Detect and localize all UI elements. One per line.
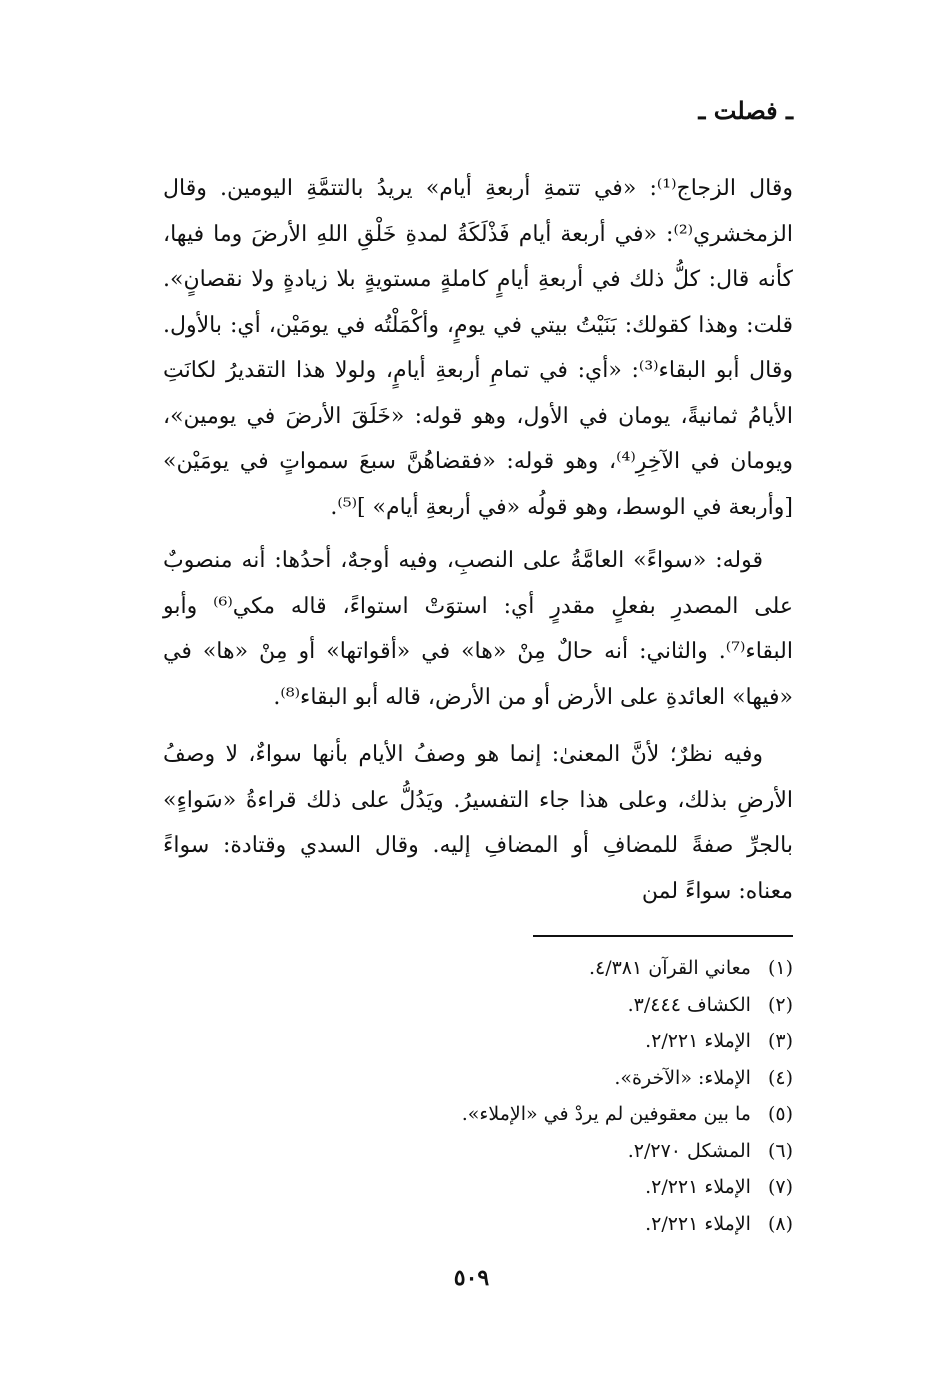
footnote-number: (٥) xyxy=(767,1103,793,1125)
footnote-text: الإملاء ٢/٢٢١. xyxy=(645,1212,751,1235)
footnote-number: (٧) xyxy=(767,1176,793,1198)
footnote-item xyxy=(393,1206,793,1243)
running-title: ـ فصلت ـ xyxy=(698,96,793,125)
footnote-item xyxy=(393,1133,793,1170)
footnote-text: الكشاف ٣/٤٤٤. xyxy=(627,993,751,1016)
footnote-text: الإملاء ٢/٢٢١. xyxy=(645,1030,751,1052)
footnote-item xyxy=(393,987,793,1024)
footnote-item xyxy=(393,950,793,987)
paragraph-1: وقال الزجاج⁽¹⁾: «في تتمةِ أربعةِ أيام» يريدُ بالتتمَّةِ اليومين. وقال الزمخشري⁽²⁾: «في أربعة أيام فَذْلَكَةُ لمدةِ خَلْقِ اللهِ الأرضَ وما فيها، كأنه قال: كلُّ ذلك في أربعةِ أيامٍ كاملةٍ مستويةٍ بلا زيادةٍ ولا نقصانٍ». قلت: وهذا كقولك: بَنَيْتُ بيتي في يومٍ، وأكْمَلْتُه في يومَيْن، أي: بالأول. وقال أبو البقاء⁽³⁾: «أي: في تمامِ أربعةِ أيامٍ، ولولا هذا التقديرُ لكانَتِ الأيامُ ثمانيةً، يومان في الأول، وهو قوله: «خَلَقَ الأرضَ في يومين»، ويومان في الآخِرِ⁽⁴⁾، وهو قوله: «فقضاهُنَّ سبعَ سمواتٍ في يومَيْن» [وأربعة في الوسط، وهو قولُه «في أربعةِ أيام» ]⁽⁵⁾. xyxy=(163,176,794,520)
footnote-text: ما بين معقوفين لم يردْ في «الإملاء». xyxy=(461,1103,751,1125)
footnote-item xyxy=(393,1096,793,1133)
page-number: ٥٠٩ xyxy=(453,1265,490,1291)
paragraph-3: وفيه نظرٌ؛ لأنَّ المعنىٰ: إنما هو وصفُ الأيام بأنها سواءٌ، لا وصفُ الأرضِ بذلك، وعلى هذا جاء التفسيرُ. ويَدُلُّ على ذلك قراءةُ «سَواءٍ» بالجرِّ صفةً للمضافِ أو المضافِ إليه. وقال السدي وقتادة: سواءً معناه: سواءً لمن xyxy=(163,742,793,904)
footnote-text: المشكل ٢/٢٧٠. xyxy=(627,1139,751,1162)
footnote-text: الإملاء: «الآخرة». xyxy=(614,1066,751,1089)
footnote-item xyxy=(393,1060,793,1097)
footnote-text: معاني القرآن ٤/٣٨١. xyxy=(588,957,751,979)
footnote-number: (١) xyxy=(767,957,793,979)
footnote-divider xyxy=(533,935,793,937)
footnotes-list xyxy=(393,950,793,1242)
paragraph-2: قوله: «سواءً» العامَّةُ على النصبِ، وفيه أوجهٌ، أحدُها: أنه منصوبٌ على المصدرِ بفعلٍ مقدرٍ أي: استوَتْ استواءً، قاله مكي⁽⁶⁾ وأبو البقاء⁽⁷⁾. والثاني: أنه حالٌ مِنْ «ها» في «أقواتها» أو مِنْ «ها» في «فيها» العائدةِ على الأرض أو من الأرض، قاله أبو البقاء⁽⁸⁾. xyxy=(163,548,794,710)
footnote-number: (٨) xyxy=(767,1212,793,1235)
footnote-item xyxy=(393,1023,793,1060)
footnote-number: (٤) xyxy=(767,1066,793,1089)
footnote-item xyxy=(393,1169,793,1206)
footnote-text: الإملاء ٢/٢٢١. xyxy=(645,1176,751,1198)
main-text xyxy=(163,166,793,914)
footnote-number: (٢) xyxy=(767,993,793,1016)
footnote-number: (٣) xyxy=(767,1030,793,1052)
footnote-number: (٦) xyxy=(767,1139,793,1162)
